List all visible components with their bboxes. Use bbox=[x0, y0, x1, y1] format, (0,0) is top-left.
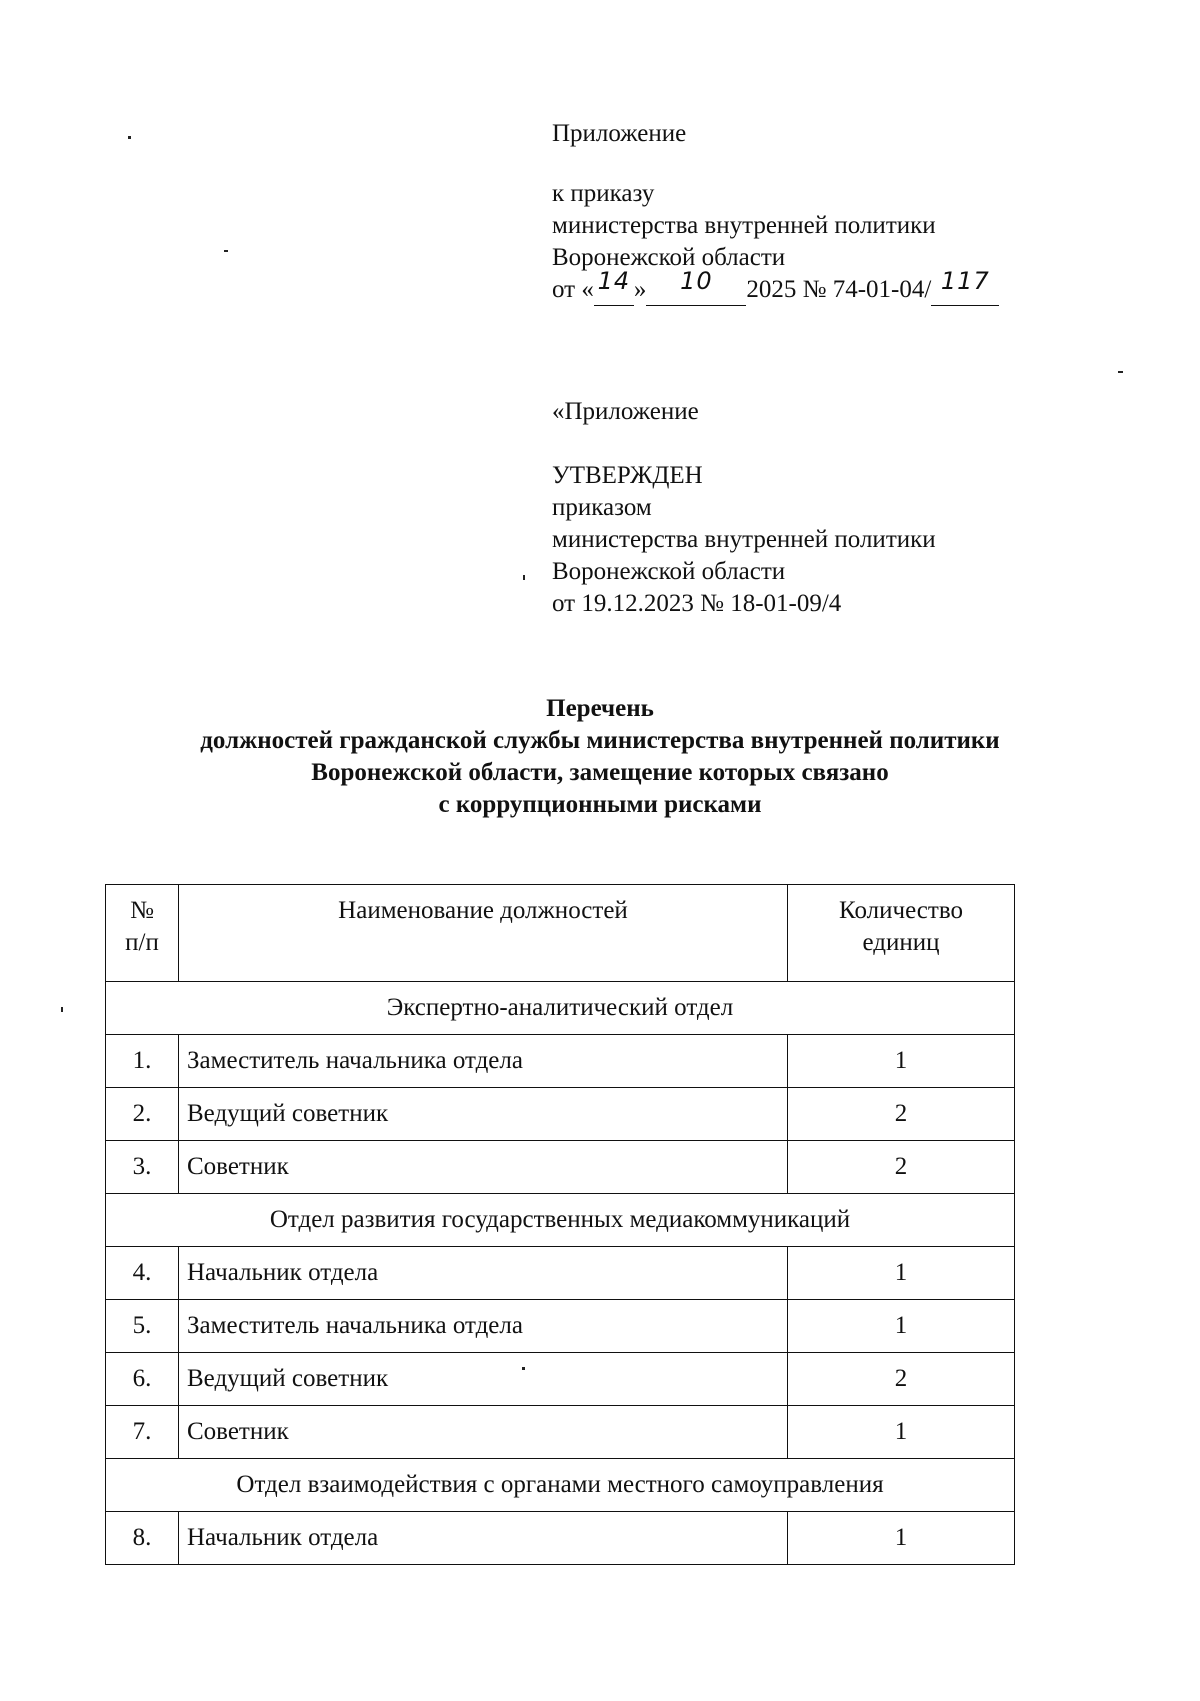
approved-block bbox=[552, 396, 936, 620]
row-position: Советник bbox=[179, 1141, 788, 1194]
row-qty: 1 bbox=[788, 1035, 1015, 1088]
section-row bbox=[106, 1194, 1015, 1247]
scan-speck bbox=[61, 1007, 63, 1012]
table-row bbox=[106, 1512, 1015, 1565]
row-position: Советник bbox=[179, 1406, 788, 1459]
row-position: Заместитель начальника отдела bbox=[179, 1035, 788, 1088]
row-qty: 1 bbox=[788, 1247, 1015, 1300]
date-prefix: от « bbox=[552, 276, 594, 303]
table-row bbox=[106, 1141, 1015, 1194]
table-row bbox=[106, 1406, 1015, 1459]
appendix-region: Воронежской области bbox=[552, 244, 786, 271]
section-row bbox=[106, 1459, 1015, 1512]
row-position: Начальник отдела bbox=[179, 1512, 788, 1565]
row-num: 7. bbox=[106, 1406, 179, 1459]
scan-speck bbox=[523, 575, 525, 580]
row-num: 6. bbox=[106, 1353, 179, 1406]
date-mid-quote: » bbox=[633, 276, 647, 303]
heading-line-1: Перечень bbox=[546, 695, 654, 722]
row-position: Ведущий советник bbox=[179, 1353, 788, 1406]
section-title: Отдел развития государственных медиакоммуникаций bbox=[106, 1194, 1015, 1247]
row-qty: 2 bbox=[788, 1353, 1015, 1406]
order-date-line bbox=[552, 267, 999, 306]
year-number: 2025 № 74-01-04/ bbox=[746, 276, 932, 303]
approved-stamp: УТВЕРЖДЕН bbox=[552, 462, 703, 489]
scan-speck bbox=[128, 136, 131, 139]
section-title: Экспертно-аналитический отдел bbox=[106, 982, 1015, 1035]
row-num: 5. bbox=[106, 1300, 179, 1353]
table-row bbox=[106, 1035, 1015, 1088]
appendix-block bbox=[552, 118, 999, 306]
scan-speck bbox=[224, 250, 228, 252]
document-heading bbox=[0, 693, 1200, 821]
heading-line-3: Воронежской области, замещение которых связано bbox=[311, 759, 889, 786]
row-qty: 1 bbox=[788, 1406, 1015, 1459]
header-qty: Количество единиц bbox=[788, 885, 1015, 982]
handwritten-month: 10 bbox=[680, 267, 713, 295]
approved-by-order: приказом bbox=[552, 494, 652, 521]
section-title: Отдел взаимодействия с органами местного самоуправления bbox=[106, 1459, 1015, 1512]
approved-appendix-title: «Приложение bbox=[552, 398, 699, 425]
handwritten-doc-number: 117 bbox=[940, 267, 990, 295]
header-name: Наименование должностей bbox=[179, 885, 788, 982]
row-qty: 1 bbox=[788, 1512, 1015, 1565]
table-row bbox=[106, 1300, 1015, 1353]
approved-date-number: от 19.12.2023 № 18-01-09/4 bbox=[552, 590, 842, 617]
row-num: 1. bbox=[106, 1035, 179, 1088]
row-qty: 2 bbox=[788, 1088, 1015, 1141]
row-num: 3. bbox=[106, 1141, 179, 1194]
section-row bbox=[106, 982, 1015, 1035]
month-field bbox=[646, 267, 746, 306]
table-row bbox=[106, 1247, 1015, 1300]
appendix-ministry: министерства внутренней политики bbox=[552, 212, 936, 239]
row-qty: 2 bbox=[788, 1141, 1015, 1194]
row-position: Ведущий советник bbox=[179, 1088, 788, 1141]
appendix-to-order: к приказу bbox=[552, 180, 655, 207]
table-row bbox=[106, 1353, 1015, 1406]
table-header-row bbox=[106, 885, 1015, 982]
heading-line-4: с коррупционными рисками bbox=[438, 791, 762, 818]
positions-table bbox=[105, 884, 1015, 1565]
header-num: № п/п bbox=[106, 885, 179, 982]
doc-number-field bbox=[931, 267, 999, 306]
handwritten-day: 14 bbox=[597, 267, 631, 295]
row-position: Начальник отдела bbox=[179, 1247, 788, 1300]
table-row bbox=[106, 1088, 1015, 1141]
scan-speck bbox=[1118, 371, 1123, 373]
row-num: 8. bbox=[106, 1512, 179, 1565]
appendix-title: Приложение bbox=[552, 120, 687, 147]
approved-region: Воронежской области bbox=[552, 558, 786, 585]
row-qty: 1 bbox=[788, 1300, 1015, 1353]
row-num: 4. bbox=[106, 1247, 179, 1300]
day-field bbox=[594, 267, 634, 306]
scan-speck bbox=[522, 1367, 525, 1370]
heading-line-2: должностей гражданской службы министерства внутренней политики bbox=[200, 727, 1000, 754]
approved-ministry: министерства внутренней политики bbox=[552, 526, 936, 553]
row-position: Заместитель начальника отдела bbox=[179, 1300, 788, 1353]
row-num: 2. bbox=[106, 1088, 179, 1141]
